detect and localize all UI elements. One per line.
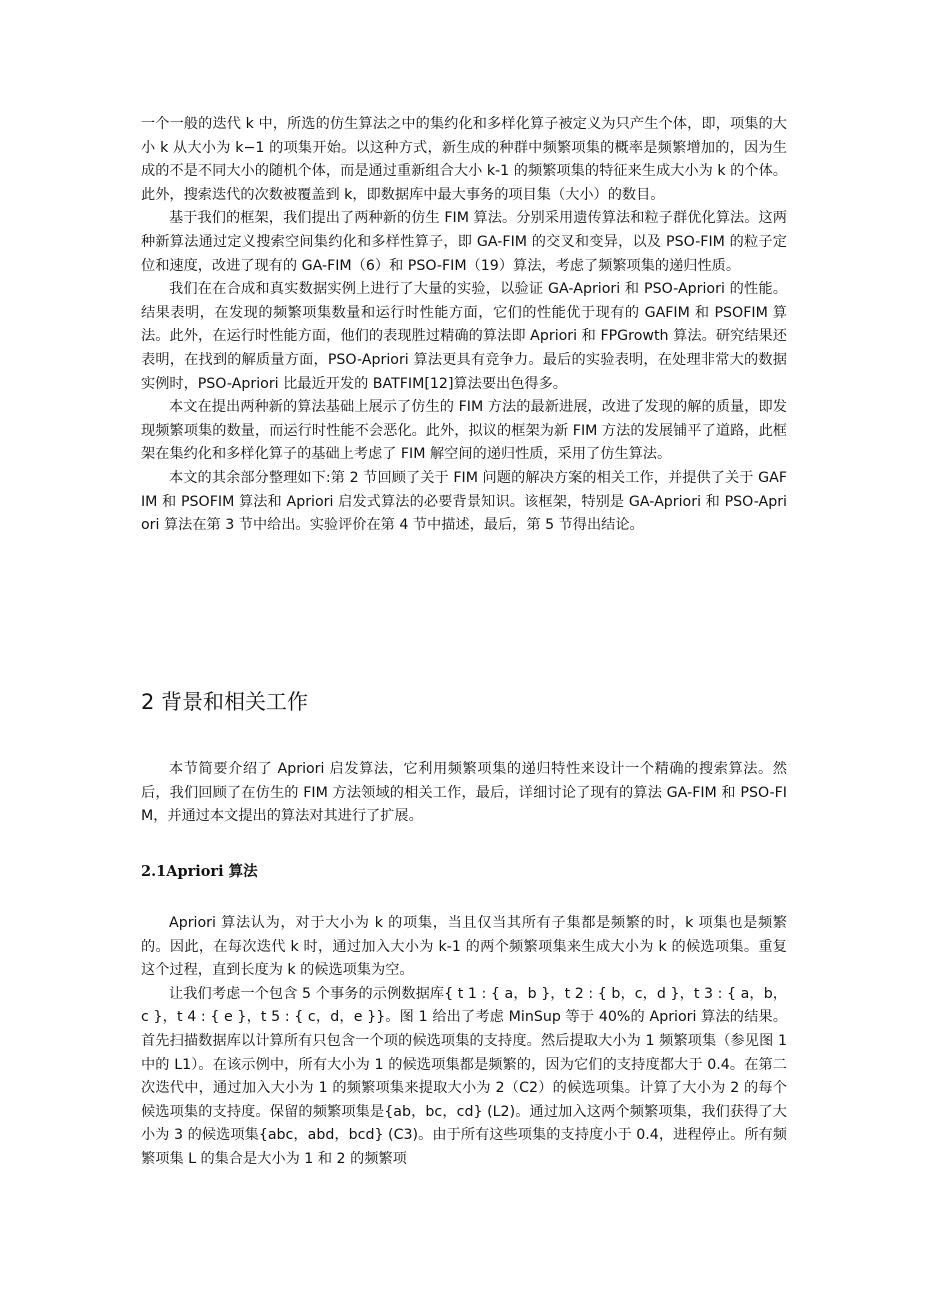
- paragraph-intro-continuation: 一个一般的迭代 k 中，所选的仿生算法之中的集约化和多样化算子被定义为只产生个体，即，项集的大小 k 从大小为 k−1 的项集开始。以这种方式，新生成的种群中频繁项集的概率是频繁增加的，因为生成的不是不同大小的随机个体，而是通过重新组合大小 k-1 的频繁项集的特征来生成大小为 k 的个体。此外，搜索迭代的次数被覆盖到 k，即数据库中最大事务的项目集（大小）的数目。: [141, 116, 787, 203]
- paragraph-apriori-definition: Apriori 算法认为，对于大小为 k 的项集，当且仅当其所有子集都是频繁的时，k 项集也是频繁的。因此，在每次迭代 k 时，通过加入大小为 k-1 的两个频繁项集来生成大小为 k 的候选项集。重复这个过程，直到长度为 k 的候选项集为空。: [141, 915, 787, 979]
- paragraph-organization: 本文的其余部分整理如下:第 2 节回顾了关于 FIM 问题的解决方案的相关工作，并提供了关于 GAFIM 和 PSOFIM 算法和 Apriori 启发式算法的必要背景知识。该框架，特别是 GA-Apriori 和 PSO-Apriori 算法在第 3 节中给出。实验评价在第 4 节中描述，最后，第 5 节得出结论。: [141, 469, 787, 534]
- paragraph-experiments: 我们在在合成和真实数据实例上进行了大量的实验，以验证 GA-Apriori 和 PSO-Apriori 的性能。结果表明，在发现的频繁项集数量和运行时性能方面，它们的性能优于现有的 GAFIM 和 PSOFIM 算法。此外，在运行时性能方面，他们的表现胜过精确的算法即 Apriori 和 FPGrowth 算法。研究结果还表明，在找到的解质量方面，PSO-Apriori 算法更具有竞争力。最后的实验表明，在处理非常大的数据实例时，PSO-Apriori 比最近开发的 BATFIM[12]算法要出色得多。: [141, 281, 787, 392]
- paragraph-section-intro: 本节简要介绍了 Apriori 启发算法，它利用频繁项集的递归特性来设计一个精确的搜索算法。然后，我们回顾了在仿生的 FIM 方法领域的相关工作，最后，详细讨论了现有的算法 GA-FIM 和 PSO-FIM，并通过本文提出的算法对其进行了扩展。: [141, 761, 787, 825]
- paragraph-proposed-algorithms: 基于我们的框架，我们提出了两种新的仿生 FIM 算法。分别采用遗传算法和粒子群优化算法。这两种新算法通过定义搜索空间集约化和多样性算子，即 GA-FIM 的交叉和变异，以及 PSO-FIM 的粒子定位和速度，改进了现有的 GA-FIM（6）和 PSO-FIM（19）算法，考虑了频繁项集的递归性质。: [141, 210, 787, 274]
- section-intro-block: [141, 758, 787, 829]
- intro-block: [141, 113, 787, 538]
- section-heading: 2 背景和相关工作: [141, 690, 309, 714]
- subsection-body: [141, 912, 787, 1172]
- subsection-heading: 2.1Apriori 算法: [141, 863, 258, 880]
- paragraph-apriori-example: 让我们考虑一个包含 5 个事务的示例数据库{ t 1 : { a，b }，t 2 : { b，c，d }，t 3 : { a，b，c }，t 4 : { e }，t 5 : { c，d，e }}。图 1 给出了考虑 MinSup 等于 40%的 Apriori 算法的结果。首先扫描数据库以计算所有只包含一个项的候选项集的支持度。然后提取大小为 1 频繁项集（参见图 1 中的 L1）。在该示例中，所有大小为 1 的候选项集都是频繁的，因为它们的支持度都大于 0.4。在第二次迭代中，通过加入大小为 1 的频繁项集来提取大小为 2（C2）的候选项集。计算了大小为 2 的每个候选项集的支持度。保留的频繁项集是{ab，bc，cd} (L2)。通过加入这两个频繁项集，我们获得了大小为 3 的候选项集{abc，abd，bcd} (C3)。由于所有这些项集的支持度小于 0.4，进程停止。所有频繁项集 L 的集合是大小为 1 和 2 的频繁项: [141, 985, 787, 1167]
- paragraph-contributions: 本文在提出两种新的算法基础上展示了仿生的 FIM 方法的最新进展，改进了发现的解的质量，即发现频繁项集的数量，而运行时性能不会恶化。此外，拟议的框架为新 FIM 方法的发展铺平了道路，此框架在集约化和多样化算子的基础上考虑了 FIM 解空间的递归性质，采用了仿生算法。: [141, 399, 787, 463]
